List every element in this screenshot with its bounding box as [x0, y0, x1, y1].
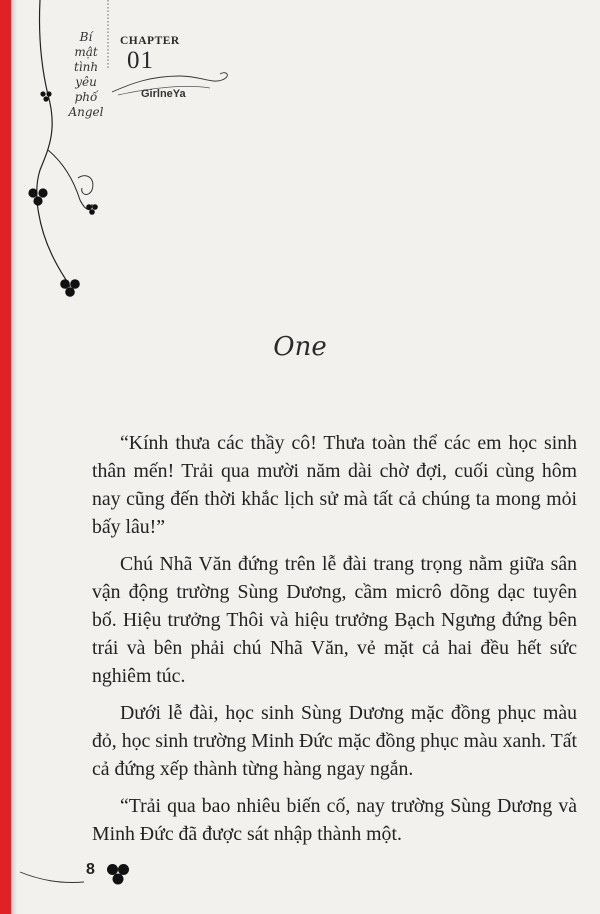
vine-curl-small — [78, 176, 93, 195]
red-page-edge — [0, 0, 11, 914]
paragraph: “Trải qua bao nhiêu biến cố, nay trường Sùng Dương và Minh Đức đã được sát nhập thành một. — [92, 795, 577, 845]
book-title-line: yêu — [75, 75, 97, 89]
book-title-line: phố — [74, 90, 98, 104]
clover-icon-4 — [60, 279, 80, 297]
book-title-line: Angel — [68, 105, 104, 119]
clover-icon-2 — [28, 188, 47, 205]
author-name: GirlneYa — [141, 88, 186, 100]
book-title-line: Bí — [79, 30, 93, 44]
page-number: 8 — [86, 861, 95, 878]
paragraph: Chú Nhã Văn đứng trên lễ đài trang trọng nằm giữa sân vận động trường Sùng Dương, cầm micrô dõng dạc tuyên bố. Hiệu trưởng Thôi và hiệu trưởng Bạch Ngưng đứng bên trái và bên phải chú Nhã Văn, vẻ mặt cả hai đều hết sức nghiêm túc. — [92, 553, 577, 687]
book-title-line: tình — [73, 60, 99, 74]
page-gutter-shadow — [11, 0, 17, 914]
clover-icon-1 — [40, 91, 51, 101]
paragraph: Dưới lễ đài, học sinh Sùng Dương mặc đồng phục màu đỏ, học sinh trường Minh Đức mặc đồng phục màu xanh. Tất cả đứng xếp thành từng hàng ngay ngắn. — [92, 702, 577, 780]
section-title: One — [273, 332, 327, 362]
chapter-label: CHAPTER — [120, 35, 180, 47]
book-title-vertical — [56, 30, 116, 120]
vine-curl — [48, 150, 92, 210]
book-title-line: mật — [74, 45, 98, 59]
paragraph: “Kính thưa các thầy cô! Thưa toàn thể các em học sinh thân mến! Trải qua mười năm dài chờ đợi, cuối cùng hôm nay cũng đến thời khắc lịch sử mà tất cả chúng ta mong mỏi bấy lâu!” — [92, 432, 577, 538]
footer-flourish — [20, 872, 84, 883]
clover-icon-3 — [86, 204, 98, 215]
chapter-number: 01 — [127, 47, 154, 74]
clover-icon-footer — [107, 864, 129, 885]
body-text — [92, 429, 577, 857]
